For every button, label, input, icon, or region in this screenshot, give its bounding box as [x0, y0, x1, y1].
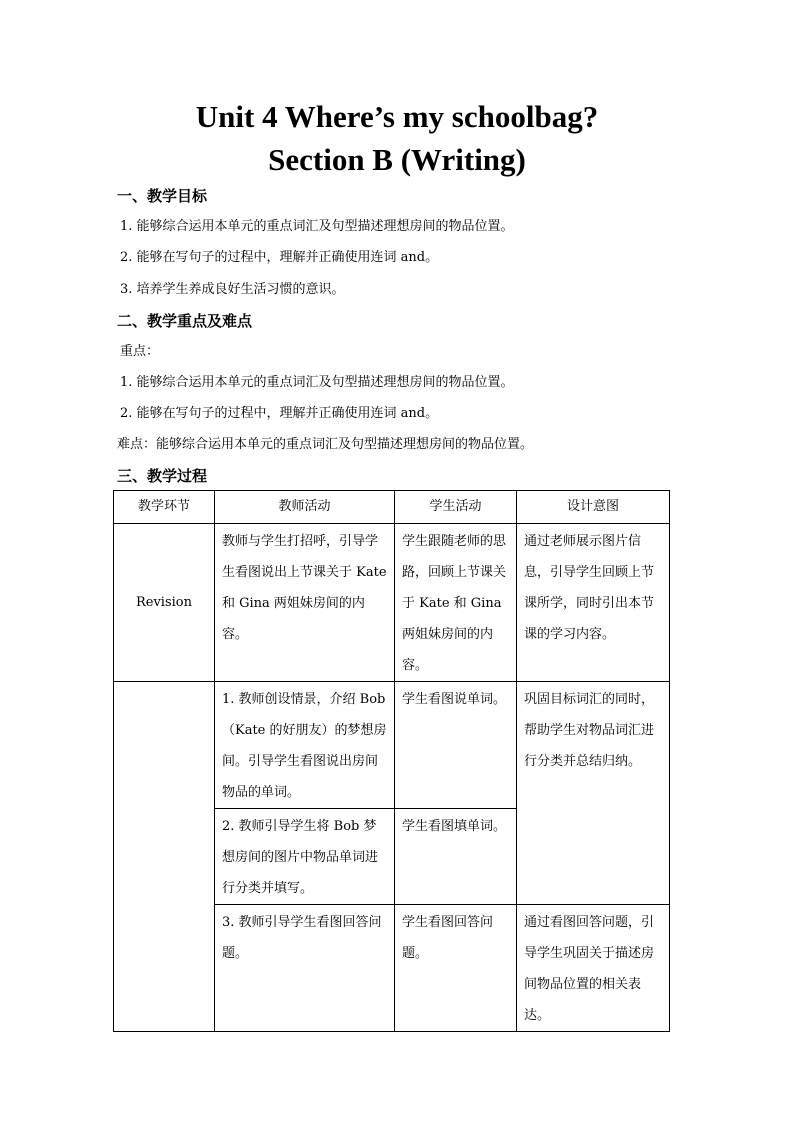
section-heading-key-points: 二、教学重点及难点: [117, 312, 253, 330]
design-intent-cell: 通过老师展示图片信息，引导学生回顾上节课所学，同时引出本节课的学习内容。: [517, 524, 670, 682]
key-points-label: 重点：: [120, 344, 160, 359]
student-activity-cell: 学生看图填单词。: [395, 809, 517, 905]
table-row-revision: [114, 524, 670, 682]
objective-item: 2. 能够在写句子的过程中，理解并正确使用连词 and。: [120, 250, 439, 265]
design-intent-cell: 通过看图回答问题，引导学生巩固关于描述房间物品位置的相关表达。: [517, 905, 670, 1032]
column-header-intent: 设计意图: [517, 491, 670, 524]
student-activity-cell: 学生看图说单词。: [395, 682, 517, 809]
student-activity-cell: 学生跟随老师的思路，回顾上节课关于 Kate 和 Gina 两姐妹房间的内容。: [395, 524, 517, 682]
stage-cell-empty: [114, 682, 215, 1032]
column-header-stage: 教学环节: [114, 491, 215, 524]
key-point-item: 1. 能够综合运用本单元的重点词汇及句型描述理想房间的物品位置。: [120, 375, 514, 390]
objective-item: 1. 能够综合运用本单元的重点词汇及句型描述理想房间的物品位置。: [120, 219, 514, 234]
document-subtitle: Section B (Writing): [268, 142, 526, 177]
teacher-activity-cell: 1. 教师创设情景，介绍 Bob（Kate 的好朋友）的梦想房间。引导学生看图说出房间物品的单词。: [215, 682, 395, 809]
section-heading-objectives: 一、教学目标: [117, 187, 208, 205]
table-header-row: [114, 491, 670, 524]
teacher-activity-cell: 教师与学生打招呼，引导学生看图说出上节课关于 Kate 和 Gina 两姐妹房间的内容。: [215, 524, 395, 682]
column-header-teacher: 教师活动: [215, 491, 395, 524]
objective-item: 3. 培养学生养成良好生活习惯的意识。: [120, 282, 345, 297]
student-activity-cell: 学生看图回答问题。: [395, 905, 517, 1032]
document-title: Unit 4 Where’s my schoolbag?: [195, 99, 599, 134]
table-row-step1: [114, 682, 670, 809]
design-intent-cell: 巩固目标词汇的同时，帮助学生对物品词汇进行分类并总结归纳。: [517, 682, 670, 905]
teacher-activity-cell: 3. 教师引导学生看图回答问题。: [215, 905, 395, 1032]
difficulty-text: 难点：能够综合运用本单元的重点词汇及句型描述理想房间的物品位置。: [117, 437, 534, 452]
teacher-activity-cell: 2. 教师引导学生将 Bob 梦想房间的图片中物品单词进行分类并填写。: [215, 809, 395, 905]
stage-cell: Revision: [114, 524, 215, 682]
column-header-student: 学生活动: [395, 491, 517, 524]
key-point-item: 2. 能够在写句子的过程中，理解并正确使用连词 and。: [120, 406, 439, 421]
teaching-process-table: [113, 490, 670, 1032]
section-heading-process: 三、教学过程: [117, 467, 208, 485]
